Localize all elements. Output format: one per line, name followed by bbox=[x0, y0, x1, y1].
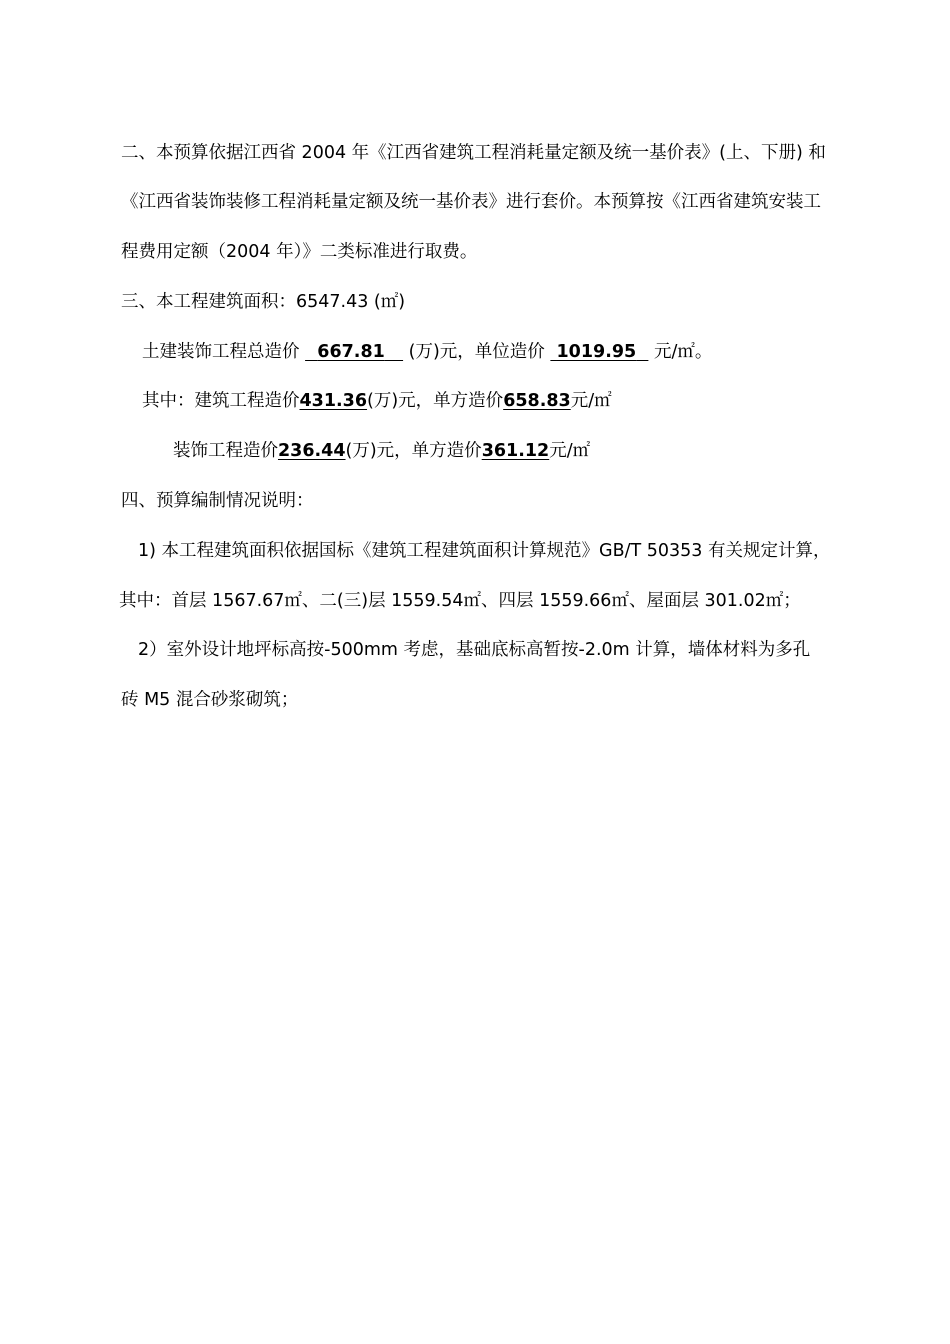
item1-line1: 1) 本工程建筑面积依据国标《建筑工程建筑面积计算规范》GB/T 50353 有关规定计算， bbox=[138, 541, 831, 561]
building-cost-mid: (万)元，单方造价 bbox=[367, 391, 504, 411]
item1-line2: 其中：首层 1567.67㎡、二(三)层 1559.54㎡、四层 1559.66㎡、屋面层 301.02㎡； bbox=[119, 591, 801, 611]
total-cost-line bbox=[142, 340, 712, 364]
total-unit-price: 1019.95 bbox=[556, 342, 637, 362]
decoration-cost-mid: (万)元，单方造价 bbox=[345, 441, 482, 461]
section2-line1: 二、本预算依据江西省 2004 年《江西省建筑工程消耗量定额及统一基价表》(上、下册) 和 bbox=[121, 143, 826, 163]
section3-heading: 三、本工程建筑面积：6547.43 (㎡) bbox=[121, 292, 406, 312]
item2-line2: 砖 M5 混合砂浆砌筑； bbox=[121, 690, 299, 710]
building-cost-line bbox=[142, 389, 612, 413]
total-cost-prefix: 土建装饰工程总造价 bbox=[142, 342, 300, 362]
building-unit-price: 658.83 bbox=[503, 391, 571, 411]
building-cost-prefix: 其中：建筑工程造价 bbox=[142, 391, 300, 411]
decoration-cost-line bbox=[173, 439, 590, 463]
building-cost-amount: 431.36 bbox=[299, 391, 368, 411]
total-cost-suffix: 元/㎡。 bbox=[653, 342, 713, 362]
decoration-cost-suffix: 元/㎡ bbox=[549, 441, 591, 461]
section2-line2: 《江西省装饰装修工程消耗量定额及统一基价表》进行套价。本预算按《江西省建筑安装工 bbox=[121, 192, 821, 212]
decoration-cost-amount: 236.44 bbox=[278, 441, 346, 461]
section2-line3: 程费用定额（2004 年）》二类标准进行取费。 bbox=[121, 242, 478, 262]
total-cost-mid: (万)元，单位造价 bbox=[408, 342, 545, 362]
decoration-cost-prefix: 装饰工程造价 bbox=[173, 441, 278, 461]
section4-heading: 四、预算编制情况说明： bbox=[121, 491, 314, 511]
item2-line1: 2）室外设计地坪标高按-500mm 考虑，基础底标高暂按-2.0m 计算，墙体材料为多孔 bbox=[138, 640, 811, 660]
total-cost-amount: 667.81 bbox=[317, 342, 385, 362]
decoration-unit-price: 361.12 bbox=[481, 441, 550, 461]
building-cost-suffix: 元/㎡ bbox=[570, 391, 612, 411]
